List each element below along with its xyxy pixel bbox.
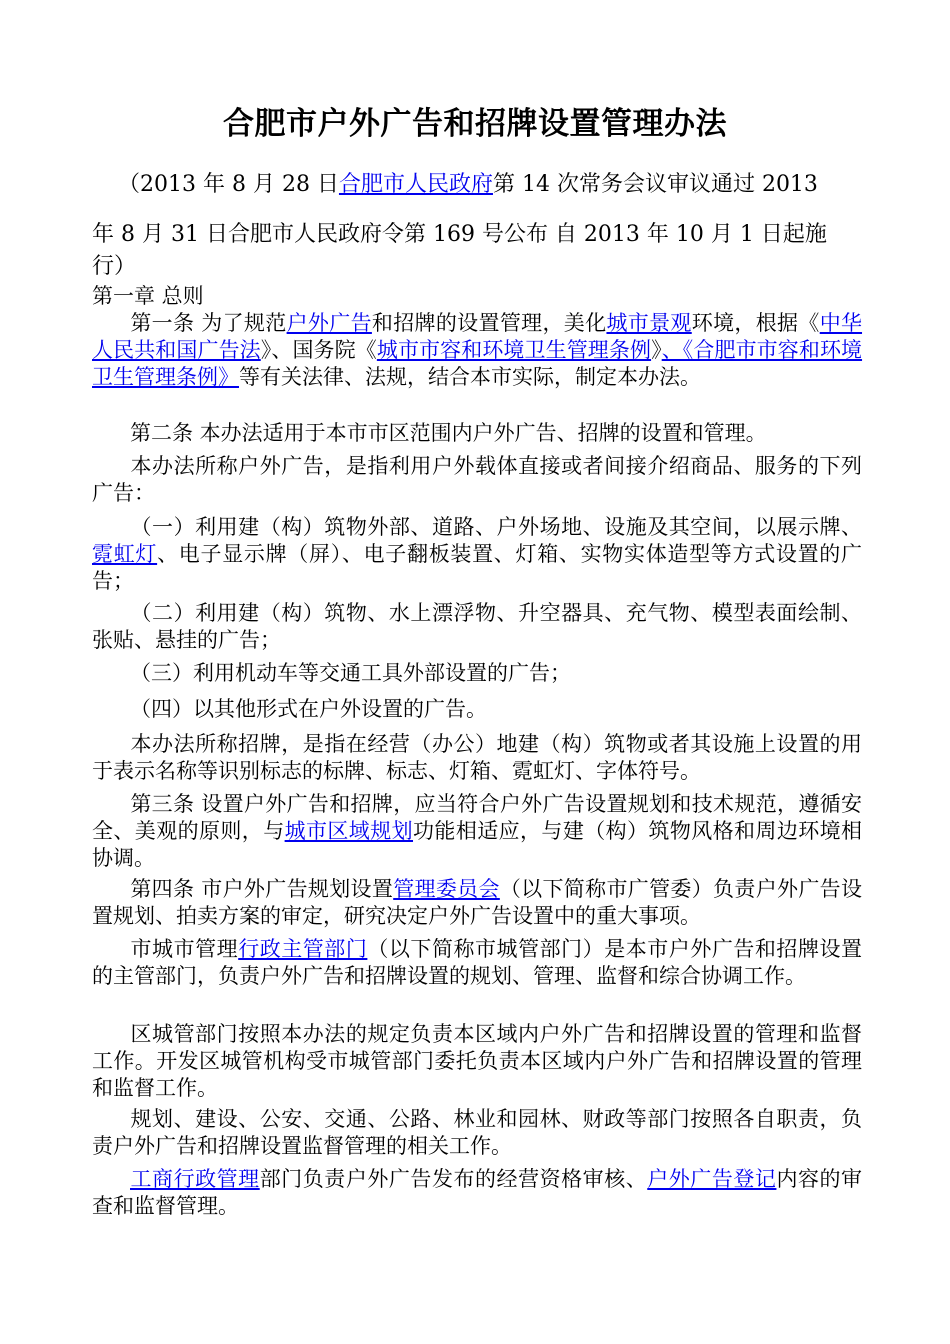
paragraph-text: 内容的审查和监督管理。	[92, 1167, 863, 1218]
adoption-note-text: 第 14 次常务会议审议通过 2013	[492, 172, 818, 197]
article-text: 功能相适应，与建（构）筑物风格和周边环境相协调。	[92, 819, 863, 870]
list-item-1	[92, 514, 862, 595]
paragraph-text: 、电子显示牌（屏）、电子翻板装置、灯箱、实物实体造型等方式设置的广告；	[92, 542, 863, 593]
article-text: 等有关法律、法规，结合本市实际，制定本办法。	[239, 365, 701, 389]
link-hefei-sanitation-regulation[interactable]: 、《合肥市市容和环境卫生管理条例》	[92, 338, 863, 389]
link-hefei-government[interactable]: 合肥市人民政府	[338, 172, 493, 197]
paragraph-text: 本办法所称招牌，是指在经营（办公）地建（构）筑物或者其设施上设置的用于表示名称等识别标志的标牌、标志、灯箱、霓虹灯、字体符号。	[92, 732, 862, 783]
article-1	[92, 310, 862, 391]
article-3	[92, 791, 862, 872]
link-advertising-law[interactable]: 中华人民共和国广告法	[92, 311, 863, 362]
list-item-3	[92, 660, 862, 687]
paragraph-text: （一）利用建（构）筑物外部、道路、户外场地、设施及其空间，以展示牌、	[130, 515, 862, 539]
document-title: 合肥市户外广告和招牌设置管理办法	[223, 106, 727, 142]
definition-signboard	[92, 731, 862, 785]
adoption-note-line-3: 行）	[92, 254, 137, 279]
link-city-landscape[interactable]: 城市景观	[606, 311, 692, 335]
article-4	[92, 876, 862, 930]
paragraph-text: （四）以其他形式在户外设置的广告。	[130, 697, 487, 721]
link-outdoor-advertising[interactable]: 户外广告	[286, 311, 372, 335]
paragraph-text: 本办法所称户外广告，是指利用户外载体直接或者间接介绍商品、服务的下列广告：	[92, 454, 862, 505]
article-text: 第三条 设置户外广告和招牌，应当符合户外广告设置规划和技术规范，遵循安全、美观的原则，与	[92, 792, 862, 843]
link-city-sanitation-regulation[interactable]: 城市市容和环境卫生管理条例	[376, 338, 652, 362]
article-text: 和招牌的设置管理，美化	[371, 311, 607, 335]
adoption-note-line-1	[118, 170, 888, 200]
paragraph-district-management	[92, 1021, 862, 1102]
paragraph-text: 区城管部门按照本办法的规定负责本区域内户外广告和招牌设置的管理和监督工作。开发区城管机构受市城管部门委托负责本区域内户外广告和招牌设置的管理和监督工作。	[92, 1022, 862, 1100]
paragraph-text: （以下简称市城管部门）是本市户外广告和招牌设置的主管部门，负责户外广告和招牌设置的规划、管理、监督和综合协调工作。	[92, 937, 863, 988]
link-management-committee[interactable]: 管理委员会	[393, 877, 500, 901]
paragraph-text: 部门负责户外广告发布的经营资格审核、	[259, 1167, 648, 1191]
article-2	[92, 420, 862, 447]
link-neon-light[interactable]: 霓虹灯	[92, 542, 158, 566]
chapter-heading: 第一章 总则	[92, 284, 204, 308]
article-text: 第四条 市户外广告规划设置	[130, 877, 394, 901]
article-text: 》	[651, 338, 662, 362]
article-text: 》、国务院《	[260, 338, 377, 362]
paragraph-departments	[92, 1106, 862, 1160]
paragraph-text: （二）利用建（构）筑物、水上漂浮物、升空器具、充气物、模型表面绘制、张贴、悬挂的广告；	[92, 601, 862, 652]
paragraph-text: 规划、建设、公安、交通、公路、林业和园林、财政等部门按照各自职责，负责户外广告和招牌设置监督管理的相关工作。	[92, 1107, 862, 1158]
article-text: （以下简称市广管委）负责户外广告设置规划、拍卖方案的审定，研究决定户外广告设置中的重大事项。	[92, 877, 862, 928]
paragraph-city-management	[92, 936, 862, 990]
list-item-2	[92, 600, 862, 654]
paragraph-text: 市城市管理	[130, 937, 239, 961]
adoption-note-text: （2013 年 8 月 28 日	[118, 172, 339, 197]
definition-outdoor-ad	[92, 453, 862, 507]
list-item-4	[92, 696, 862, 723]
link-outdoor-ad-registration[interactable]: 户外广告登记	[647, 1167, 777, 1191]
adoption-note-line-2: 年 8 月 31 日合肥市人民政府令第 169 号公布 自 2013 年 10 月 1 日起施	[92, 222, 827, 247]
link-administrative-department[interactable]: 行政主管部门	[238, 937, 368, 961]
link-urban-zoning[interactable]: 城市区域规划	[284, 819, 414, 843]
article-text: 第二条 本办法适用于本市市区范围内户外广告、招牌的设置和管理。	[130, 421, 767, 445]
link-business-administration[interactable]: 工商行政管理	[130, 1167, 260, 1191]
article-text: 第一条 为了规范	[130, 311, 287, 335]
article-text: 环境，根据《	[691, 311, 820, 335]
paragraph-text: （三）利用机动车等交通工具外部设置的广告；	[130, 661, 571, 685]
paragraph-business-administration	[92, 1166, 862, 1220]
